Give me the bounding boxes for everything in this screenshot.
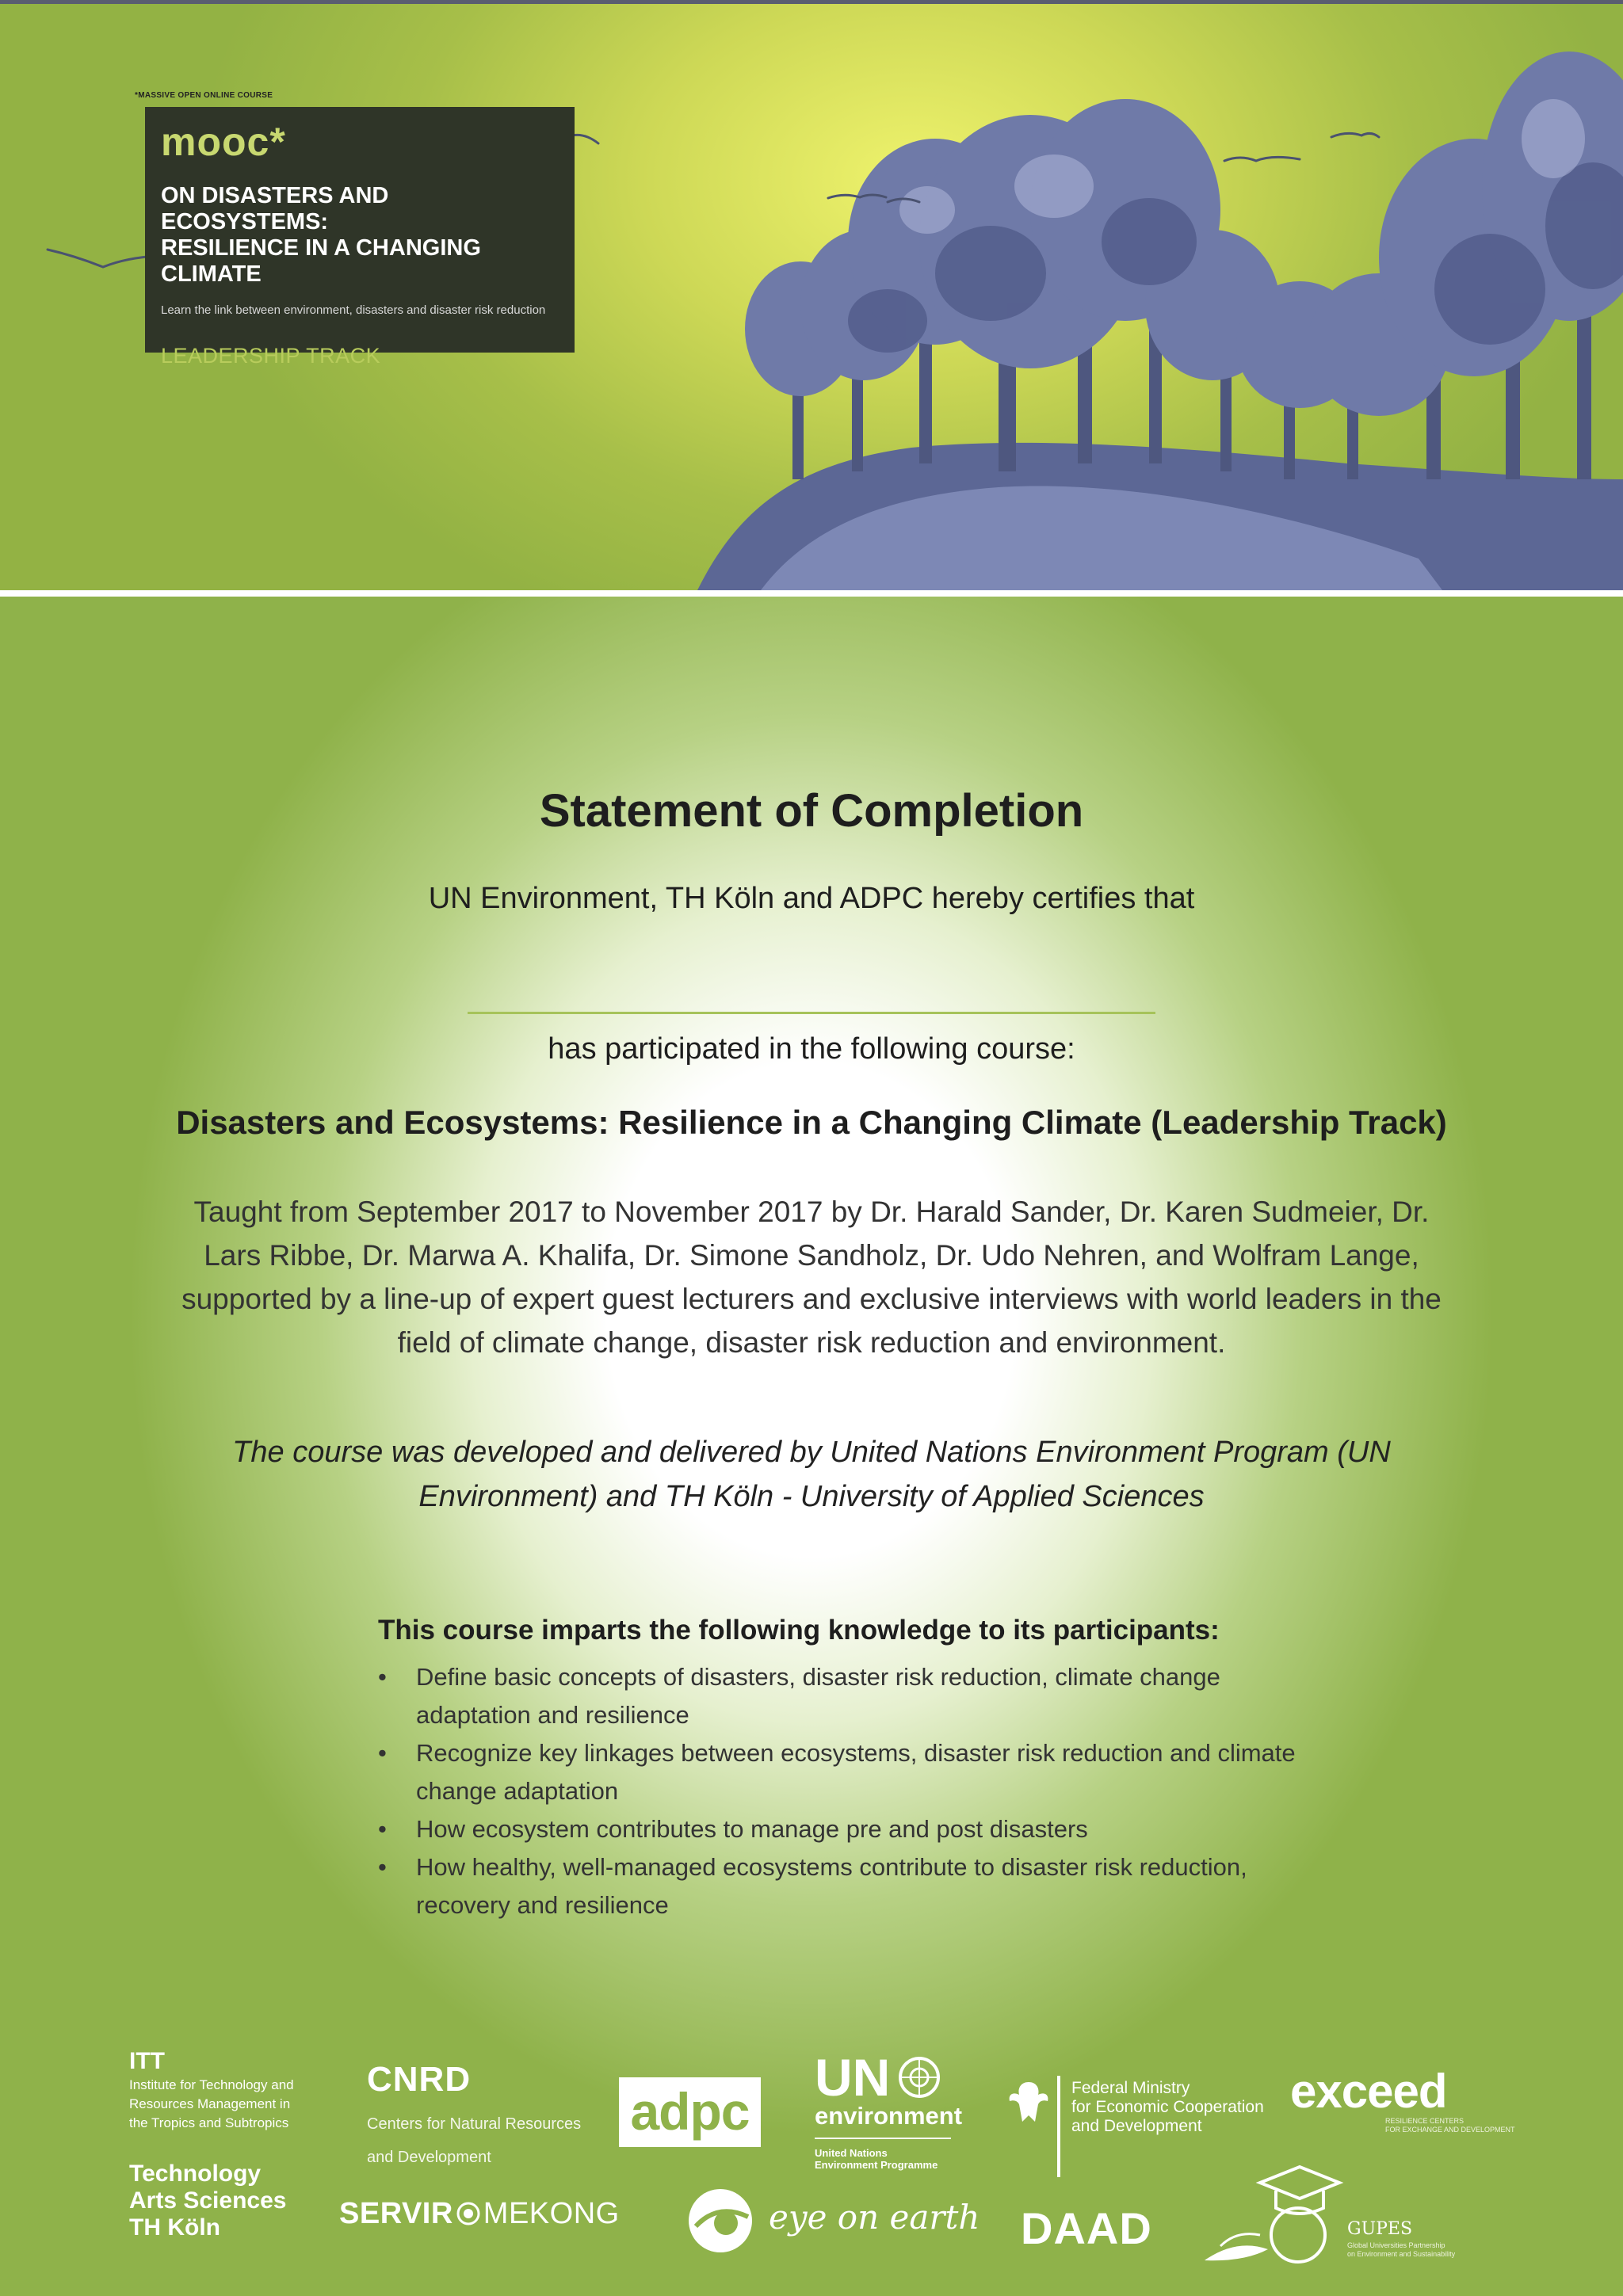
eye-on-earth-text: eye on earth: [769, 2198, 980, 2237]
certifies-text: UN Environment, TH Köln and ADPC hereby certifies that: [428, 882, 1195, 915]
recipient-name-line: [468, 1012, 1155, 1014]
knowledge-item: • Define basic concepts of disasters, disaster risk reduction, climate change adaptation and resilience: [378, 1658, 1313, 1734]
itt-line-2: Resources Management in: [129, 2096, 291, 2111]
eye-on-earth-logo: [686, 2187, 980, 2255]
exceed-line-1: RESILIENCE CENTERS: [1385, 2117, 1465, 2125]
eye-on-earth-icon: [686, 2187, 758, 2255]
un-line-1: United Nations: [815, 2147, 888, 2159]
tagline-asterisk: *: [135, 91, 139, 100]
knowledge-list: [378, 1658, 1313, 1924]
header-banner: [0, 4, 1623, 590]
gupes-logo: [1205, 2159, 1474, 2270]
participated-text: has participated in the following course:: [548, 1032, 1075, 1066]
thk-line-1: Technology: [129, 2161, 262, 2187]
exceed-logo: [1290, 2066, 1515, 2134]
servir-part-1: SERVIR: [339, 2197, 453, 2230]
cnrd-line-2: and Development: [367, 2149, 491, 2166]
gupes-line-1: Global Universities Partnership: [1347, 2241, 1445, 2249]
cnrd-name: CNRD: [367, 2060, 472, 2099]
mooc-track-label: LEADERSHIP TRACK: [161, 344, 381, 368]
itt-name: ITT: [129, 2048, 165, 2074]
exceed-line-2: FOR EXCHANGE AND DEVELOPMENT: [1385, 2126, 1515, 2134]
thk-line-2: Arts Sciences: [129, 2187, 287, 2214]
un-environment-text: environment: [815, 2102, 963, 2130]
gupes-graduate-icon: [1205, 2159, 1347, 2270]
itt-line-3: the Tropics and Subtropics: [129, 2115, 289, 2130]
mooc-title-line-1: ON DISASTERS AND ECOSYSTEMS:: [161, 183, 389, 235]
daad-logo: DAAD: [1021, 2203, 1152, 2253]
mooc-tagline: [135, 91, 273, 100]
un-environment-logo: [815, 2048, 963, 2171]
gupes-name: GUPES: [1347, 2219, 1413, 2239]
tagline-text: MASSIVE OPEN ONLINE COURSE: [138, 91, 273, 100]
un-text: UN: [815, 2048, 891, 2107]
cnrd-line-1: Centers for Natural Resources: [367, 2115, 582, 2133]
mooc-title-box: [145, 107, 575, 368]
adpc-logo: adpc: [619, 2077, 761, 2147]
mooc-subtitle: Learn the link between environment, disasters and disaster risk reduction: [161, 303, 546, 317]
certificate-title: Statement of Completion: [539, 785, 1084, 837]
bmz-line-1: Federal Ministry: [1071, 2079, 1190, 2097]
un-emblem-icon: [896, 2054, 942, 2100]
bmz-line-2: for Economic Cooperation: [1071, 2098, 1264, 2116]
bmz-line-3: and Development: [1071, 2117, 1202, 2135]
knowledge-item: • Recognize key linkages between ecosystems, disaster risk reduction and climate change adaptation: [378, 1734, 1313, 1810]
servir-mekong-logo: [339, 2197, 620, 2231]
course-title: Disasters and Ecosystems: Resilience in a Changing Climate (Leadership Track): [176, 1104, 1447, 1141]
mooc-title-line-2: RESILIENCE IN A CHANGING CLIMATE: [161, 235, 481, 287]
cnrd-logo: [367, 2060, 581, 2166]
th-koeln-logo: [129, 2161, 286, 2241]
itt-logo: [129, 2048, 294, 2132]
developed-paragraph: The course was developed and delivered by United Nations Environment Program (UN Environment) and TH Köln - University of Applied Sciences: [232, 1436, 1391, 1513]
exceed-name: exceed: [1290, 2065, 1447, 2118]
knowledge-item: • How ecosystem contributes to manage pre and post disasters: [378, 1810, 1313, 1848]
servir-part-2: MEKONG: [483, 2197, 620, 2230]
servir-globe-icon: [456, 2201, 481, 2226]
un-line-2: Environment Programme: [815, 2159, 938, 2171]
mooc-course-title: [161, 183, 559, 288]
gupes-subtitle: [1347, 2241, 1474, 2259]
bmz-text: [1071, 2079, 1264, 2136]
knowledge-heading: This course imparts the following knowledge to its participants:: [378, 1615, 1220, 1646]
mooc-logo: mooc*: [161, 120, 286, 164]
knowledge-item: • How healthy, well-managed ecosystems contribute to disaster risk reduction, recovery and resilience: [378, 1848, 1313, 1924]
federal-eagle-icon: [1006, 2079, 1051, 2126]
taught-paragraph: Taught from September 2017 to November 2017 by Dr. Harald Sander, Dr. Karen Sudmeier, Dr. Lars Ribbe, Dr. Marwa A. Khalifa, Dr. Simone Sandholz, Dr. Udo Nehren, and Wolfram Lange, supported by a line-up of expert guest lecturers and exclusive interviews with world leaders in the field of climate change, disaster risk reduction and environment.: [181, 1196, 1442, 1359]
thk-line-3: TH Köln: [129, 2214, 220, 2241]
banner-divider: [0, 590, 1623, 597]
gupes-line-2: on Environment and Sustainability: [1347, 2250, 1456, 2258]
itt-line-1: Institute for Technology and: [129, 2077, 294, 2092]
